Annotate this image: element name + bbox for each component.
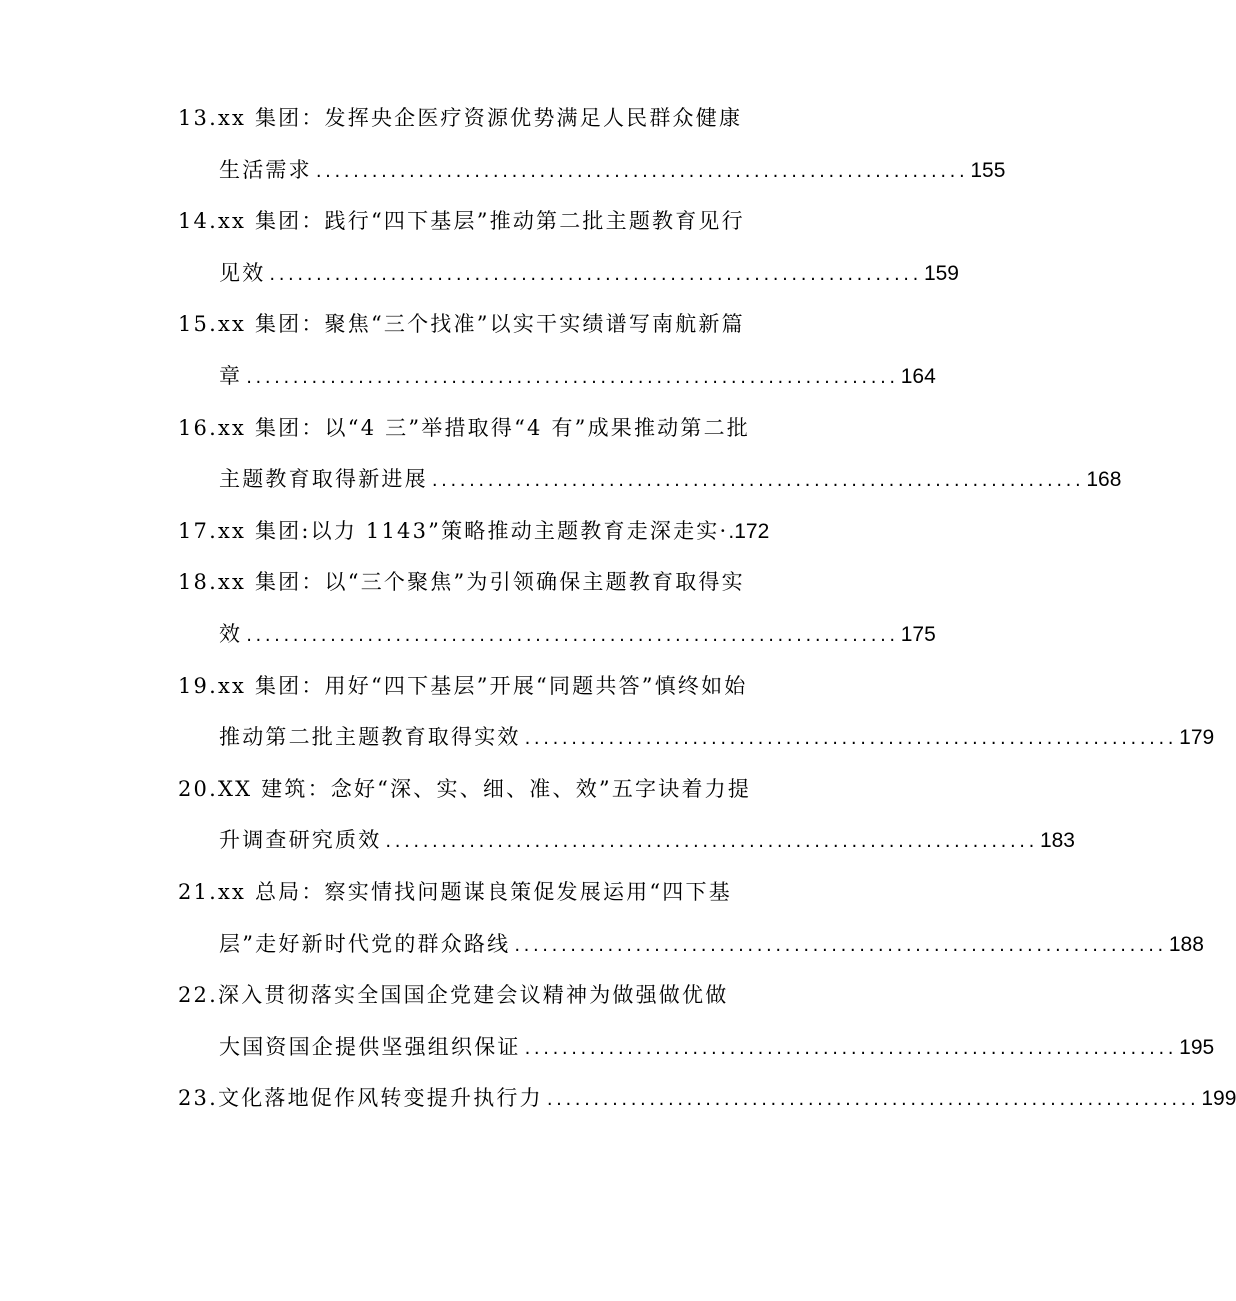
dot-leader: ...................................................................... <box>546 1089 1200 1111</box>
dot-leader: ...................................................................... <box>315 160 969 182</box>
page-number: 188 <box>1168 932 1204 956</box>
page-number: 155 <box>970 158 1006 182</box>
entry-title-continued: 大国资国企提供坚强组织保证 <box>219 1034 521 1059</box>
entry-title: .xx 集团：以“三个聚焦”为引领确保主题教育取得实 <box>209 570 745 595</box>
entry-number: 15 <box>178 312 210 337</box>
toc-entry-line <box>178 712 1215 764</box>
toc-entry-20[interactable] <box>178 764 1075 867</box>
entry-title: .深入贯彻落实全国国企党建会议精神为做强做优做 <box>209 983 729 1008</box>
toc-entry-line <box>178 919 1204 971</box>
toc-entry-line <box>178 867 793 919</box>
entry-number: 13 <box>178 106 210 130</box>
entry-number: 22 <box>178 983 210 1008</box>
entry-title: .xx 集团：发挥央企医疗资源优势满足人民群众健康 <box>209 106 743 130</box>
entry-title-continued: 见效 <box>219 260 266 285</box>
toc-entry-line <box>178 661 793 713</box>
entry-title: .文化落地促作风转变提升执行力 <box>209 1086 543 1111</box>
page-number: 199 <box>1201 1087 1236 1111</box>
page-number: 195 <box>1179 1035 1215 1059</box>
toc-entry-23[interactable] <box>178 1073 1236 1125</box>
entry-title-continued: 层”走好新时代党的群众路线 <box>219 931 511 956</box>
toc-entry-line <box>178 145 1006 197</box>
dot-leader: ...................................................................... <box>246 366 899 388</box>
toc-entry-line <box>178 764 793 816</box>
entry-title: .xx 总局：察实情找问题谋良策促发展运用“四下基 <box>209 879 732 904</box>
toc-entry-14[interactable] <box>178 196 959 299</box>
entry-title: .xx 集团：践行“四下基层”推动第二批主题教育见行 <box>209 209 745 234</box>
toc-entry-16[interactable] <box>178 403 1122 506</box>
entry-title-continued: 生活需求 <box>219 157 312 182</box>
toc-entry-19[interactable] <box>178 661 1215 764</box>
entry-number: 17 <box>178 518 210 543</box>
toc-entry-line <box>178 403 793 455</box>
entry-title: .XX 建筑：念好“深、实、细、准、效”五字诀着力提 <box>209 776 752 801</box>
toc-entry-21[interactable] <box>178 867 1204 970</box>
entry-title: .xx 集团：聚焦“三个找准”以实干实绩谱写南航新篇 <box>209 312 745 337</box>
dot-leader: ...................................................................... <box>269 263 922 285</box>
dot-leader: ...................................................................... <box>246 624 899 646</box>
dot-leader: ...................................................................... <box>385 831 1038 853</box>
toc-entry-line <box>178 299 793 351</box>
entry-number: 18 <box>178 570 210 595</box>
table-of-contents <box>178 93 1236 1125</box>
toc-entry-line <box>178 609 936 661</box>
dot-leader: ...................................................................... <box>524 1037 1178 1059</box>
entry-title-continued: 升调查研究质效 <box>219 828 382 853</box>
toc-entry-line <box>178 351 936 403</box>
page-number: 183 <box>1039 829 1075 853</box>
toc-entry-line <box>178 1022 1215 1074</box>
entry-title-continued: 推动第二批主题教育取得实效 <box>219 725 521 750</box>
entry-number: 16 <box>178 415 210 440</box>
toc-entry-22[interactable] <box>178 970 1215 1073</box>
toc-entry-line <box>178 248 959 300</box>
toc-entry-13[interactable] <box>178 93 1006 196</box>
toc-entry-line <box>178 557 793 609</box>
entry-title: .xx 集团：以“4 三”举措取得“4 有”成果推动第二批 <box>209 415 750 440</box>
entry-number: 21 <box>178 879 210 904</box>
page-number: 175 <box>900 622 936 646</box>
toc-entry-line <box>178 1073 1236 1125</box>
toc-entry-line <box>178 93 793 145</box>
toc-entry-line <box>178 454 1122 506</box>
entry-title-continued: 章 <box>219 363 243 388</box>
page-number: 168 <box>1086 468 1122 492</box>
entry-title: .xx 集团:以力 1143”策略推动主题教育走深走实· <box>209 518 729 543</box>
toc-entry-17[interactable] <box>178 506 793 558</box>
dot-leader: ...................................................................... <box>514 934 1167 956</box>
entry-number: 19 <box>178 673 210 698</box>
toc-entry-line <box>178 815 1075 867</box>
toc-entry-line <box>178 196 793 248</box>
page-number: 179 <box>1179 726 1215 750</box>
page-number: 159 <box>923 261 959 285</box>
page-number: .172 <box>728 519 770 543</box>
toc-entry-line <box>178 506 793 558</box>
dot-leader: ...................................................................... <box>431 470 1085 492</box>
entry-title-continued: 主题教育取得新进展 <box>219 467 428 492</box>
entry-number: 14 <box>178 209 210 234</box>
entry-number: 23 <box>178 1086 210 1111</box>
entry-title: .xx 集团：用好“四下基层”开展“同题共答”慎终如始 <box>209 673 748 698</box>
toc-entry-15[interactable] <box>178 299 936 402</box>
entry-title-continued: 效 <box>219 621 243 646</box>
dot-leader: ...................................................................... <box>524 728 1178 750</box>
toc-entry-18[interactable] <box>178 557 936 660</box>
toc-entry-line <box>178 970 793 1022</box>
entry-number: 20 <box>178 776 210 801</box>
page-number: 164 <box>900 364 936 388</box>
